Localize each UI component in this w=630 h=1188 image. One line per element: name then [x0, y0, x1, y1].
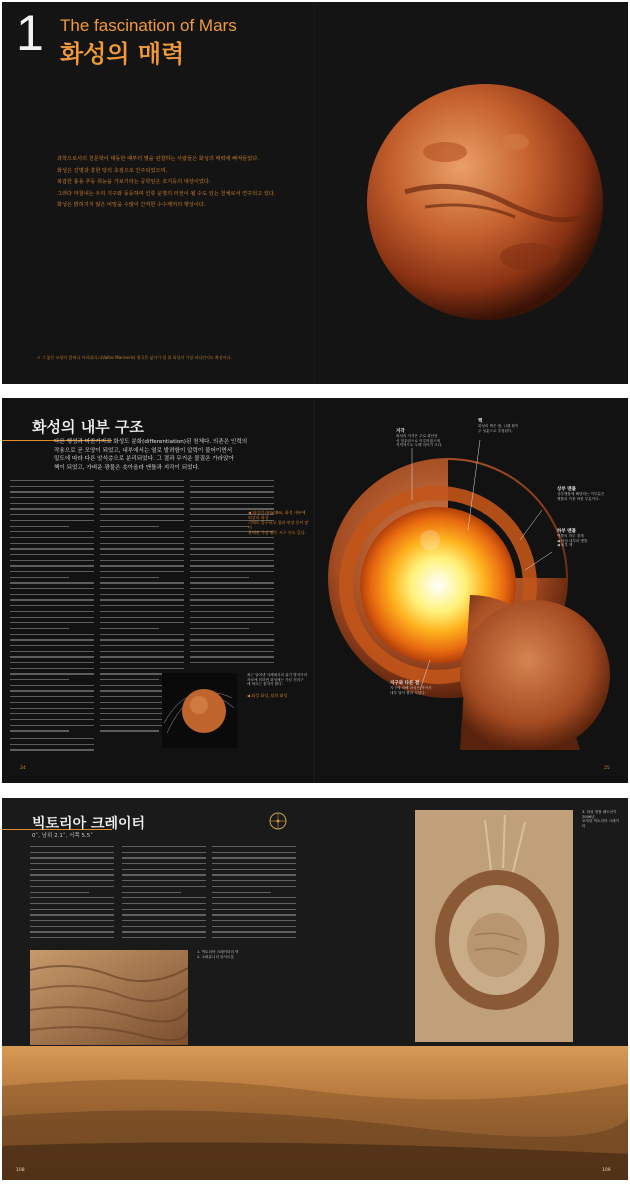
body-text-line [10, 491, 94, 492]
spread-interior-structure [2, 398, 628, 783]
body-text-line [30, 897, 114, 898]
body-text-line [212, 852, 296, 853]
body-text-line [190, 605, 274, 606]
body-text-line [190, 662, 274, 663]
body-text-line [100, 730, 159, 731]
body-text-line [190, 497, 274, 498]
body-text-line [100, 548, 184, 549]
body-text-line [10, 702, 94, 703]
body-text-line [212, 880, 296, 881]
body-text-line [10, 531, 94, 532]
body-text-line [10, 651, 94, 652]
body-text-line [10, 577, 69, 578]
label-core: 핵 화성의 핵은 철, 니켈 황이 주 성분으로 추정된다. [478, 419, 519, 433]
body-text-line [30, 869, 114, 870]
body-text-line [212, 914, 296, 915]
body-text-line [10, 690, 94, 691]
crater-wall-image [30, 950, 188, 1045]
body-text-line [190, 628, 249, 629]
label-upper-mantle: 상부 맨틀 상부맨틀에 해당하는 이부분은 맨틀의 가장 바깥 부분이다. [557, 487, 605, 501]
body-text-line [10, 543, 94, 544]
page-number-left: 24 [20, 766, 26, 771]
mars-photo-caption: < 그 붉은 모양이 밝혀나 마리네리스(Valles Marineris) 협곡은 넓이가 될 위 화성의 가장 커다란지도 확장이다. [37, 355, 232, 360]
label-lower-mantle: 하부 맨틀 맨틀의 하부 경계 ◀ 화성 내부의 맨틀 ◀ 외부 핵 [557, 529, 588, 548]
body-text-line [10, 668, 94, 669]
body-text-line [30, 886, 114, 887]
body-text-line [10, 696, 94, 697]
location-globe-icon [269, 812, 287, 830]
body-text-line [122, 897, 206, 898]
body-text-line [122, 852, 206, 853]
body-text-line [30, 914, 114, 915]
body-text-line [30, 909, 114, 910]
body-column [212, 846, 296, 946]
body-text-line [10, 744, 94, 745]
body-text-line [100, 514, 184, 515]
body-text-line [122, 846, 206, 847]
body-text-line [190, 486, 274, 487]
body-text-line [10, 639, 94, 640]
body-text-line [10, 526, 69, 527]
body-text-line [10, 708, 94, 709]
body-text-line [100, 651, 184, 652]
body-text-line [100, 503, 184, 504]
coordinates-subtitle: 0˚, 남위 2.1˚, 서쪽 5.5˚ [32, 833, 93, 839]
body-text-line [190, 656, 274, 657]
label-comparison: 지구와 다른 점 지구에 비해 화성은 작아서 내부 열이 빨리 식었다. [390, 681, 432, 695]
lead-line: 작용으로 곧 모양이 되었고, 내부에서는 열로 발려함이 압력이 불어이면서 [54, 447, 233, 454]
body-text-line [190, 651, 274, 652]
body-text-line [10, 622, 94, 623]
body-text-line [190, 554, 274, 555]
body-text-line [100, 588, 184, 589]
body-text-line [212, 926, 296, 927]
body-text-line [212, 909, 296, 910]
body-text-line [122, 931, 206, 932]
body-text-line [122, 886, 206, 887]
body-text-line [190, 634, 274, 635]
body-column [122, 846, 206, 946]
body-text-line [122, 874, 206, 875]
body-text-line [10, 730, 69, 731]
body-text-line [10, 679, 69, 680]
body-text-line [30, 846, 114, 847]
body-text-line [10, 594, 94, 595]
body-text-line [10, 656, 94, 657]
body-text-line [190, 543, 274, 544]
body-text-line [10, 560, 94, 561]
side-note: ◀ 화성의 (mantle), 화성 내부에 외상과 화성 기에도 불구하고 열과 연장 등이 많이 용해된 가장 활동 지구 등도 있다. [248, 510, 309, 535]
body-text-line [10, 508, 94, 509]
body-text-line [30, 880, 114, 881]
body-text-line [10, 673, 94, 674]
body-text-line [100, 520, 184, 521]
body-text-line [212, 937, 296, 938]
intro-paragraph [57, 154, 302, 212]
body-text-line [100, 611, 184, 612]
body-text-line [100, 543, 184, 544]
body-column [190, 480, 274, 670]
body-text-line [10, 503, 94, 504]
body-text-line [190, 577, 249, 578]
body-text-line [100, 679, 159, 680]
crater-panorama-image [2, 1046, 628, 1180]
mars-orbit-image [162, 673, 237, 748]
body-text-line [10, 738, 94, 739]
body-text-line [10, 514, 94, 515]
body-text-line [10, 611, 94, 612]
body-text-line [10, 634, 94, 635]
body-text-line [190, 537, 274, 538]
lead-line: 다른 행성과 마찬가지로 화성도 분화(differentiation)된 천체다. 의존은 인력의 [54, 439, 248, 445]
body-text-line [100, 526, 159, 527]
body-text-line [100, 645, 184, 646]
section-title: 빅토리아 크레이터 [32, 816, 146, 832]
body-column [10, 480, 94, 740]
body-column [30, 846, 114, 946]
body-text-line [100, 508, 184, 509]
body-text-line [10, 537, 94, 538]
body-column [10, 738, 94, 758]
body-text-line [100, 656, 184, 657]
body-text-line [100, 594, 184, 595]
body-text-line [122, 920, 206, 921]
crater-caption: 3. 화성 정찰 궤도선이 2006년 포착된 빅토리아 크레이터 [582, 810, 619, 828]
body-text-line [10, 725, 94, 726]
body-text-line [190, 622, 274, 623]
body-text-line [30, 931, 114, 932]
body-text-line [212, 892, 271, 893]
body-text-line [10, 588, 94, 589]
victoria-crater-image [415, 810, 573, 1042]
body-text-line [30, 937, 114, 938]
body-text-line [212, 869, 296, 870]
body-text-line [30, 920, 114, 921]
body-text-line [122, 857, 206, 858]
body-text-line [122, 869, 206, 870]
body-text-line [10, 565, 94, 566]
body-text-line [190, 582, 274, 583]
body-text-line [10, 713, 94, 714]
body-text-line [190, 503, 274, 504]
body-text-line [100, 662, 184, 663]
body-text-line [190, 491, 274, 492]
page-gutter [313, 398, 315, 783]
body-text-line [212, 846, 296, 847]
page-number-right: 109 [602, 1168, 611, 1173]
body-text-line [212, 874, 296, 875]
body-text-line [10, 617, 94, 618]
body-text-line [100, 668, 184, 669]
body-text-line [100, 639, 184, 640]
body-text-line [190, 526, 249, 527]
intro-line: 과학으로서의 천문학이 태동한 때부터 별을 관찰하는 사람들은 화성의 매력에 빠져들었다. [57, 156, 259, 162]
body-text-line [10, 480, 94, 481]
body-text-line [100, 480, 184, 481]
body-text-line [10, 749, 94, 750]
body-text-line [100, 634, 184, 635]
body-text-line [30, 874, 114, 875]
body-text-line [100, 605, 184, 606]
body-text-line [122, 903, 206, 904]
body-text-line [190, 645, 274, 646]
body-text-line [122, 909, 206, 910]
spread-fascination-of-mars [2, 2, 628, 384]
spread-victoria-crater [2, 798, 628, 1180]
body-text-line [190, 560, 274, 561]
page-number-right: 25 [604, 766, 610, 771]
body-text-line [190, 588, 274, 589]
lead-line: 밀도에 따라 다른 암석층으로 분리되었다. 그 결과 무거운 물질은 가라앉아 [54, 456, 234, 463]
body-text-line [100, 497, 184, 498]
intro-line: 화성은 진명과 흥한 당의 초점으로 간주되었으며, [57, 167, 168, 174]
body-text-line [10, 685, 94, 686]
body-text-line [212, 886, 296, 887]
body-text-line [100, 565, 184, 566]
body-text-line [122, 863, 206, 864]
body-text-line [212, 897, 296, 898]
body-text-line [10, 548, 94, 549]
body-text-line [100, 537, 184, 538]
chapter-number: 1 [16, 5, 44, 61]
lead-line: 핵이 되었고, 가벼운 광물은 솟아올라 맨틀과 지각이 되었다. [54, 464, 200, 471]
body-text-line [212, 863, 296, 864]
body-text-line [30, 926, 114, 927]
body-text-line [212, 857, 296, 858]
body-text-line [190, 611, 274, 612]
body-text-line [10, 605, 94, 606]
body-text-line [122, 880, 206, 881]
body-text-line [100, 628, 159, 629]
mars-cutaway-diagram [320, 420, 620, 765]
page-number-left: 108 [16, 1168, 25, 1173]
body-text-line [10, 628, 69, 629]
body-text-line [122, 892, 181, 893]
chapter-title-ko: 화성의 매력 [60, 40, 185, 68]
body-text-line [190, 571, 274, 572]
body-text-line [30, 863, 114, 864]
body-text-line [212, 931, 296, 932]
section-title: 화성의 내부 구조 [32, 418, 144, 436]
body-text-line [10, 582, 94, 583]
body-text-line [30, 857, 114, 858]
lead-paragraph [54, 438, 309, 472]
body-text-line [10, 645, 94, 646]
body-text-line [122, 937, 206, 938]
chapter-title-en: The fascination of Mars [60, 16, 237, 35]
body-text-line [122, 926, 206, 927]
body-text-line [10, 662, 94, 663]
body-text-line [190, 639, 274, 640]
body-text-line [30, 892, 89, 893]
body-text-line [212, 920, 296, 921]
body-text-line [212, 903, 296, 904]
body-text-line [100, 582, 184, 583]
body-text-line [190, 548, 274, 549]
label-crust: 지각 화성의 지각은 주로 화산암 석 현무암으로 이루어졌으며 지역적으로 두께 차이가 크다. [396, 429, 443, 448]
body-text-line [30, 903, 114, 904]
body-text-line [100, 491, 184, 492]
body-text-line [100, 486, 184, 487]
body-text-line [190, 565, 274, 566]
body-text-line [10, 599, 94, 600]
dunes-caption: 1. 빅토리아 크레이터의 벽 2. 오퍼튜니티 탐사로봇 [197, 950, 239, 959]
body-text-line [10, 571, 94, 572]
body-text-line [10, 554, 94, 555]
body-text-line [10, 719, 94, 720]
body-text-line [190, 599, 274, 600]
body-text-line [100, 617, 184, 618]
body-text-line [100, 577, 159, 578]
intro-line: 화성은 밝혀지지 않은 비밀을 수많이 간직한 수수께끼의 행성이다. [57, 202, 206, 208]
body-text-line [100, 571, 184, 572]
body-text-line [100, 599, 184, 600]
intro-line: 복잡한 흉용 추동 취능을 가보기라는 공학임은 조기등의 대상이었다. [57, 179, 211, 185]
page-gutter [313, 2, 315, 384]
body-text-line [100, 560, 184, 561]
intro-line: 그러다 마침내는 우리 지구와 동등하며 인류 운명의 터전이 될 수도 있는 천체로서 연구되고 있다. [57, 190, 276, 197]
right-note: 최근 알아낸 사례에서의 위기 발자가의 자료에 의하면 화성에는 가끔 천지구 에 바르는 물자가 많다. ◀ 화성 화성, 달의 화성 [247, 673, 308, 698]
body-text-line [190, 594, 274, 595]
body-text-line [100, 531, 184, 532]
body-text-line [190, 480, 274, 481]
body-text-line [10, 520, 94, 521]
body-text-line [10, 486, 94, 487]
body-text-line [190, 617, 274, 618]
body-text-line [100, 554, 184, 555]
mars-globe-image [365, 82, 605, 322]
body-text-line [100, 622, 184, 623]
body-text-line [30, 852, 114, 853]
body-text-line [122, 914, 206, 915]
body-text-line [10, 497, 94, 498]
